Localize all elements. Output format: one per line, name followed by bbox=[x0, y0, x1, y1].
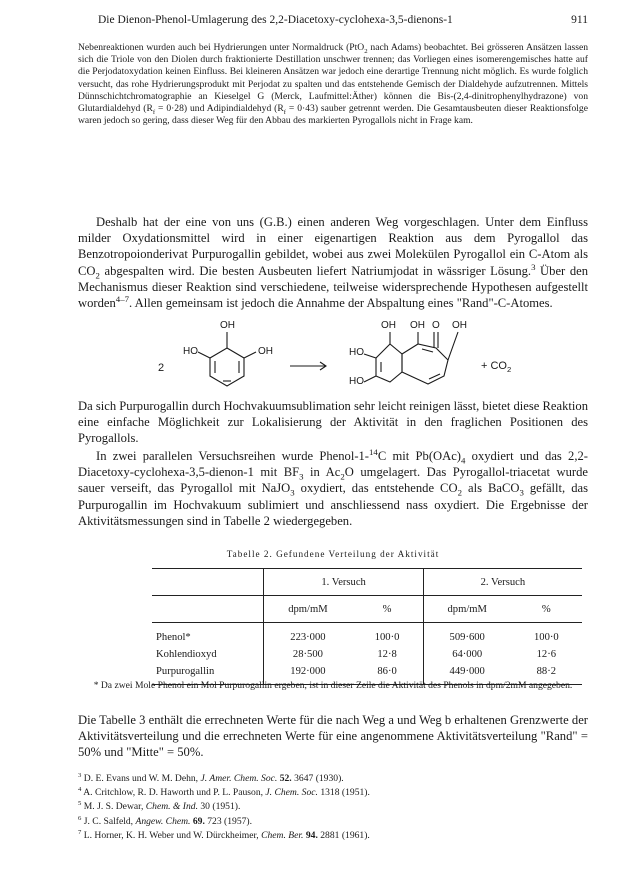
table-subheader-row bbox=[152, 596, 582, 623]
reference-item: $^5$ M. J. S. Dewar, Chem. & Ind. 30 (1951). bbox=[78, 800, 241, 813]
table-row: Kohlendioxyd 28·500 12·8 64·000 12·6 bbox=[152, 646, 582, 663]
table-caption: Tabelle 2. Gefundene Verteilung der Aktivität bbox=[226, 549, 440, 559]
group-header-2: 2. Versuch bbox=[480, 576, 526, 588]
running-title: Die Dienon-Phenol-Umlagerung des 2,2-Diacetoxy-cyclohexa-3,5-dienons-1 bbox=[98, 14, 453, 26]
paragraph-side-reactions: Nebenreaktionen wurden auch bei Hydrierungen unter Normaldruck (PtO$_2$ nach Adams) beobachtet. Bei grösseren Ansätzen lassen sich die Triole von den Diolen durch fraktionierte Destillation unschwer trennen; das Vorliegen eines isomerengemisches hatte auf die Perjodatoxydation keinen Einfluss. Bei kleineren Ansätzen war jedoch eine derartige Trennung nicht möglich. Es wurde folglich versucht, das rohe Hydrierungsprodukt mit Perjodat zu spalten und das entstehende Gemisch der Dialdehyde aufzutrennen. Mittels Dünnschichtchromatographie an Kieselgel G (Merck, Laufmittel:Äther) können die Bis-(2,4-dinitrophenylhydrazone) von Glutardialdehyd $(R_f = 0\cdot 28)$ und Adipindialdehyd $(R_f = 0\cdot 43)$ sauber getrennt werden. Die Gesamtausbeuten dieser Reaktionsfolge waren jedoch so gering, dass dieser Weg für den Abbau des markierten Pyrogallols nicht in Frage kam. bbox=[78, 42, 588, 127]
reference-item: $^4$ A. Critchlow, R. D. Haworth und P. L. Pauson, J. Chem. Soc. 1318 (1951). bbox=[78, 786, 370, 799]
paragraph-sublimation: Da sich Purpurogallin durch Hochvakuumsublimation sehr leicht reinigen lässt, bietet diese Reaktion eine einfache Möglichkeit zur Lokalisierung der Aktivität in den fraglichen Positionen des Pyrogallols. bbox=[78, 399, 588, 446]
stoichiometric-coefficient: 2 bbox=[158, 362, 165, 374]
oh-label: OH bbox=[258, 346, 273, 357]
page-number: 911 bbox=[571, 14, 588, 26]
reference-list bbox=[78, 772, 588, 843]
co2-byproduct: + $CO_2$ bbox=[481, 360, 512, 375]
reaction-scheme-drawing bbox=[78, 320, 588, 392]
reference-item: $^6$ J. C. Salfeld, Angew. Chem. 69. 723 (1957). bbox=[78, 814, 253, 827]
ho-label: HO bbox=[183, 346, 198, 357]
reference-item: $^7$ L. Horner, K. H. Weber und W. Dürckheimer, Chem. Ber. 94. 2881 (1961). bbox=[78, 828, 370, 841]
ho-label: HO bbox=[349, 376, 364, 387]
table-header-row bbox=[152, 569, 582, 596]
activity-table bbox=[152, 568, 582, 685]
group-header-1: 1. Versuch bbox=[264, 569, 423, 596]
table-row: Purpurogallin 192·000 86·0 449·000 88·2 bbox=[152, 663, 582, 685]
column-header: % bbox=[351, 596, 423, 623]
paragraph-purpurogallin-method: Deshalb hat der eine von uns (G.B.) einen anderen Weg vorgeschlagen. Unter dem Einfluss milder Oxydationsmittel wird in einer eigenartigen Reaktion aus dem Pyrogallol das Benzotropoionderivat Purpurogallin gebildet, wobei aus zwei Molekülen Pyrogallol ein C-Atom als $CO_2$ abgespalten wird. Die besten Ausbeuten liefert Natriumjodat in wässriger Lösung.$^3$ Über den Mechanismus dieser Reaktion sind verschiedene, teilweise widersprechende Hypothesen aufgestellt worden$^{4-7}$. Allen gemeinsam ist jedoch die Annahme der Abspaltung eines "Rand"-C-Atomes. bbox=[78, 215, 588, 311]
column-header: dpm/mM bbox=[288, 603, 328, 615]
running-header bbox=[78, 14, 588, 30]
column-header: % bbox=[541, 603, 551, 615]
oh-label: OH bbox=[381, 320, 396, 331]
oh-label: OH bbox=[410, 320, 425, 331]
o-label: O bbox=[432, 320, 440, 331]
paragraph-table3-reference: Die Tabelle 3 enthält die errechneten Werte für die nach Weg a und Weg b erhaltenen Grenzwerte der Aktivitätsverteilung und die errechneten Werte für eine angenommene Aktivitätsverteilung "Rand" = 50% und "Mitte" = 50%. bbox=[78, 713, 588, 760]
ho-label: HO bbox=[349, 347, 364, 358]
table-footnote: * Da zwei Mole Phenol ein Mol Purpurogallin ergeben, ist in dieser Zeile die Aktivität des Phenols in dpm/2mM angegeben. bbox=[93, 680, 573, 691]
reference-item: $^3$ D. E. Evans und W. M. Dehn, J. Amer. Chem. Soc. 52. 3647 (1930). bbox=[78, 771, 344, 784]
reaction-scheme bbox=[78, 320, 588, 392]
column-header: dpm/mM bbox=[447, 603, 487, 615]
paragraph-experiments: In zwei parallelen Versuchsreihen wurde Phenol-1-$^{14}$C mit $Pb(OAc)_4$ oxydiert und das 2,2-Diacetoxy-cyclohexa-3,5-dienon-1 mit $BF_3$ in $Ac_2O$ umgelagert. Das Pyrogallol-triacetat wurde sauer verseift, das Pyrogallol mit NaJO$_3$ oxydiert, das entstehende $CO_2$ als BaCO$_3$ gefällt, das Purpurogallin im Hochvakuum sublimiert und anschliessend nass oxydiert. Die Ergebnisse der Aktivitätsmessungen sind in Tabelle 2 wiedergegeben. bbox=[78, 446, 588, 528]
benzo-ring bbox=[376, 344, 402, 382]
table-row: Phenol* 223·000 100·0 509·600 100·0 bbox=[152, 623, 582, 647]
oh-label: OH bbox=[452, 320, 467, 331]
oh-label: OH bbox=[220, 320, 235, 331]
